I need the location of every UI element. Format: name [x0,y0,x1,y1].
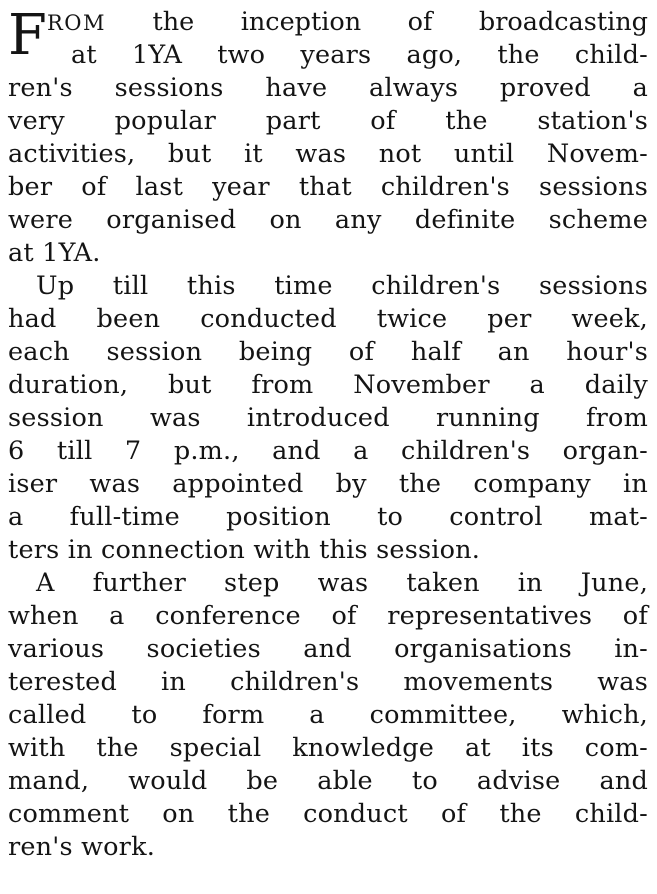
paragraph-line: activities, but it was not until Novem- [8,139,648,169]
paragraph-line: ber of last year that children's sessions [8,172,648,202]
drop-cap: F [8,3,47,68]
paragraph-line: mand, would be able to advise and [8,766,648,796]
paragraph-line: were organised on any definite scheme [8,205,648,235]
paragraph-line: at 1YA two years ago, the child- [71,40,648,70]
paragraph-line: had been conducted twice per week, [8,304,648,334]
paragraph-line: A further step was taken in June, [36,568,648,598]
paragraph-line: duration, but from November a daily [8,370,648,400]
paragraph-line: each session being of half an hour's [8,337,648,367]
paragraph-2 [8,270,648,567]
paragraph-line: ters in connection with this session. [8,535,481,565]
paragraph-line: various societies and organisations in- [8,634,648,664]
paragraph-line: ren's work. [8,832,156,862]
paragraph-1 [8,3,648,270]
paragraph-line: when a conference of representatives of [8,601,648,631]
paragraph-3 [8,567,648,864]
paragraph-line: 6 till 7 p.m., and a children's organ- [8,436,648,466]
paragraph-line: with the special knowledge at its com- [8,733,648,763]
paragraph-line: very popular part of the station's [8,106,648,136]
paragraph-line: iser was appointed by the company in [8,469,648,499]
paragraph-line: at 1YA. [8,238,101,268]
article-column [8,3,648,864]
paragraph-line-text: the inception of broadcasting [152,7,648,37]
lead-in-smallcaps: ROM [47,11,107,35]
paragraph-line: ren's sessions have always proved a [8,73,648,103]
paragraph-line: session was introduced running from [8,403,648,433]
paragraph-line: Up till this time children's sessions [36,271,648,301]
paragraph-line: comment on the conduct of the child- [8,799,648,829]
paragraph-line: a full-time position to control mat- [8,502,648,532]
paragraph-line: called to form a committee, which, [8,700,648,730]
paragraph-line [8,6,648,39]
paragraph-line: terested in children's movements was [8,667,648,697]
